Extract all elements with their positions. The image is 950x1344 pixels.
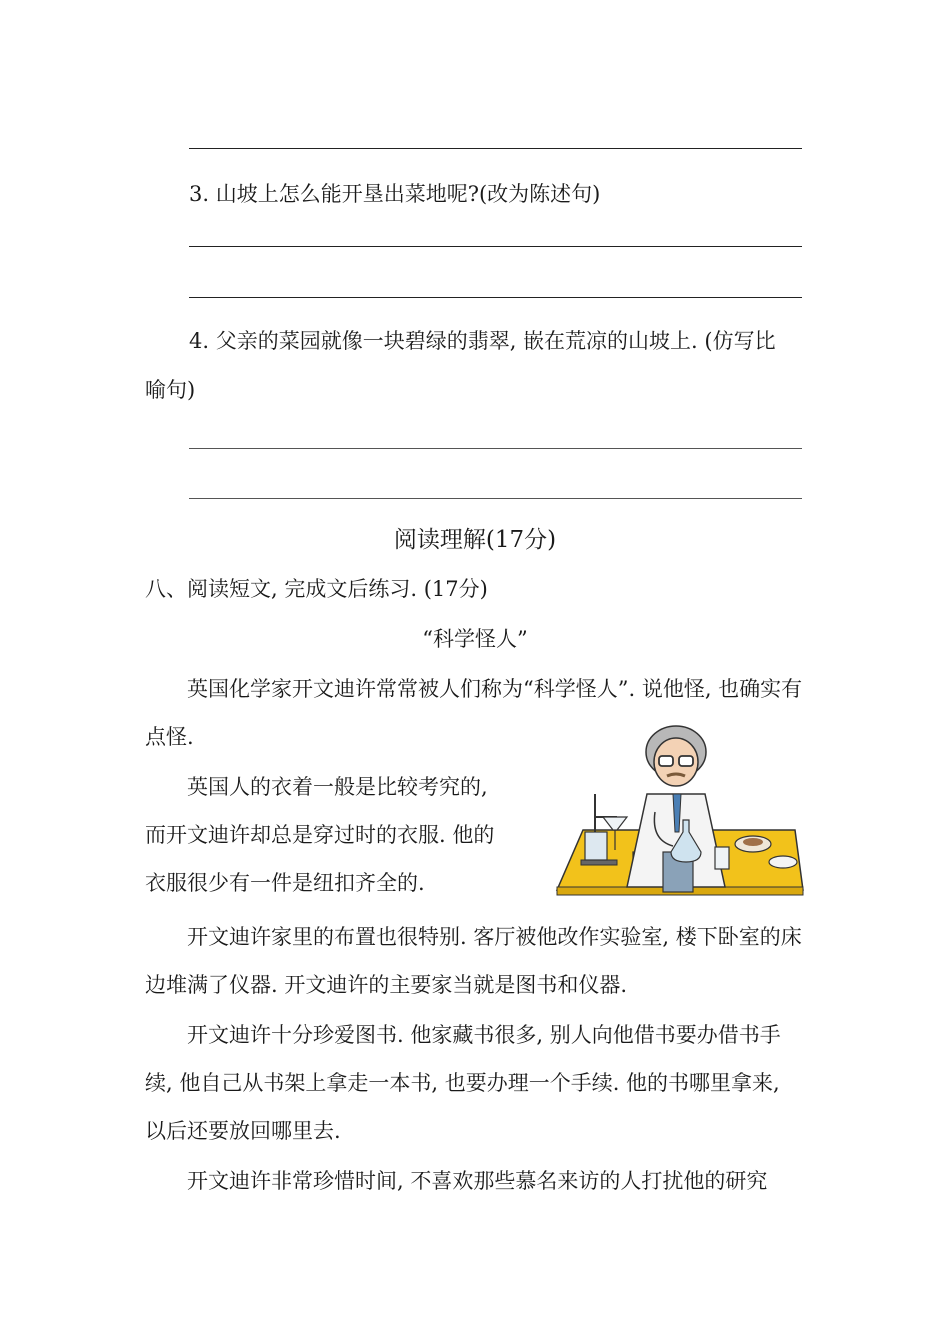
beaker-right — [715, 847, 729, 869]
funnel — [603, 817, 627, 830]
question-4-line1: 4. 父亲的菜园就像一块碧绿的翡翠, 嵌在荒凉的山坡上. (仿写比 — [189, 329, 776, 353]
section-title: 阅读理解(17分) — [393, 527, 557, 553]
small-dish — [769, 856, 797, 868]
answer-line-q3-2[interactable] — [189, 297, 802, 298]
scientist-lab-illustration — [555, 722, 805, 897]
answer-line-q3-1[interactable] — [189, 246, 802, 247]
passage-paragraph-5: 开文迪许非常珍惜时间, 不喜欢那些慕名来访的人打扰他的研究 — [187, 1169, 768, 1193]
glasses — [659, 756, 673, 766]
retort-stand-base — [581, 860, 617, 865]
question-4-line2: 喻句) — [145, 378, 196, 402]
passage-paragraph-1: 英国化学家开文迪许常常被人们称为“科学怪人”. 说他怪, 也确实有点怪. — [145, 677, 803, 749]
section-instruction: 八、阅读短文, 完成文后练习. (17分) — [145, 577, 488, 601]
answer-line-q4-2[interactable] — [189, 498, 802, 499]
beaker-left — [585, 832, 607, 860]
tie — [673, 794, 681, 832]
passage-title: “科学怪人” — [422, 627, 528, 651]
passage-paragraph-2: 英国人的衣着一般是比较考究的, 而开文迪许却总是穿过时的衣服. 他的衣服很少有一件是纽扣齐全的. — [145, 775, 495, 895]
question-3-text: 3. 山坡上怎么能开垦出菜地呢?(改为陈述句) — [189, 182, 601, 206]
passage-paragraph-4: 开文迪许十分珍爱图书. 他家藏书很多, 别人向他借书要办借书手续, 他自己从书架上拿走一本书, 也要办理一个手续. 他的书哪里拿来, 以后还要放回哪里去. — [145, 1023, 781, 1143]
answer-line-q2-2[interactable] — [189, 148, 802, 149]
passage-paragraph-3: 开文迪许家里的布置也很特别. 客厅被他改作实验室, 楼下卧室的床边堆满了仪器. 开文迪许的主要家当就是图书和仪器. — [145, 925, 802, 997]
answer-line-q4-1[interactable] — [189, 448, 802, 449]
